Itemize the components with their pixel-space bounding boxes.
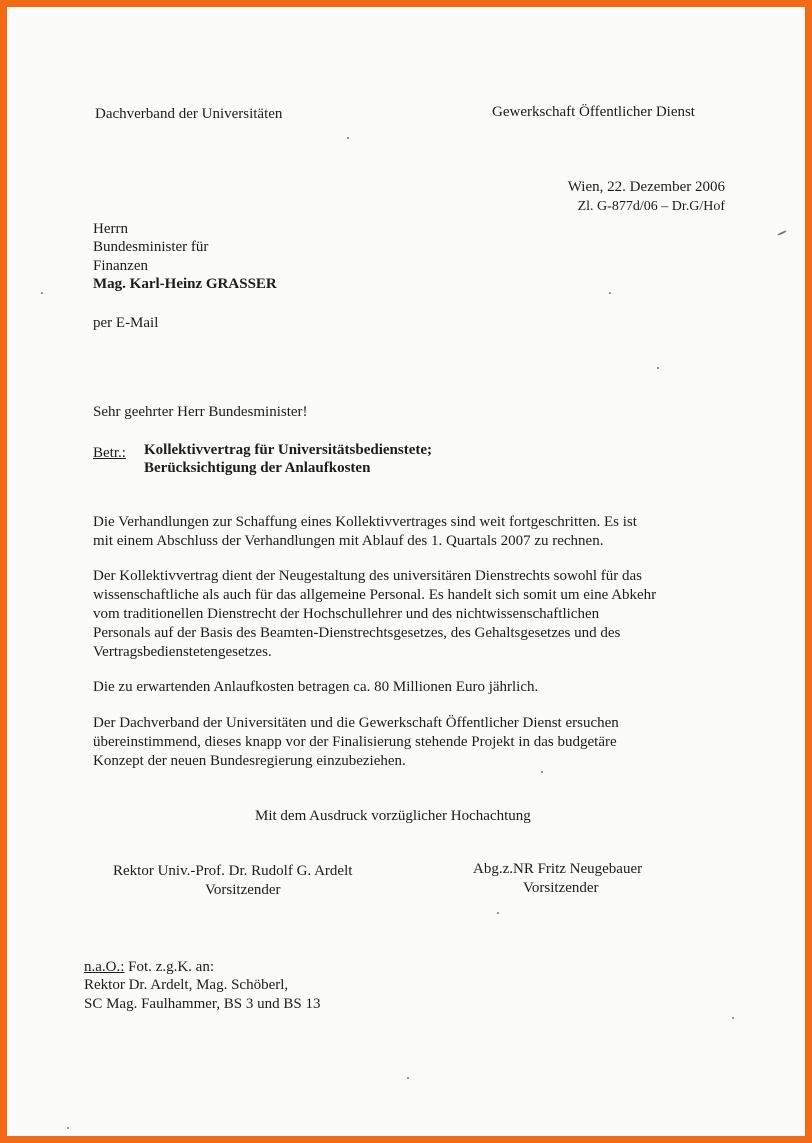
letter-page: [7, 7, 805, 1136]
distribution-line3: SC Mag. Faulhammer, BS 3 und BS 13: [84, 996, 321, 1012]
paragraph-4-line: Der Dachverband der Universitäten und die Gewerkschaft Öffentlicher Dienst ersuchen: [93, 715, 619, 731]
scan-speck: [541, 771, 543, 773]
scan-speck: [777, 230, 787, 236]
scan-speck: [497, 912, 499, 914]
subject-line2: Berücksichtigung der Anlaufkosten: [144, 460, 371, 476]
paragraph-1-line: Die Verhandlungen zur Schaffung eines Kollektivvertrages sind weit fortgeschritten. Es ist: [93, 514, 637, 530]
paragraph-2: [93, 567, 656, 662]
subject-label: Betr.:: [93, 445, 126, 461]
paragraph-2-line: wissenschaftliche als auch für das allgemeine Personal. Es handelt sich somit um eine Abkehr: [93, 587, 657, 603]
scan-speck: [732, 1017, 734, 1019]
signature-right-name: Abg.z.NR Fritz Neugebauer: [473, 861, 643, 877]
signature-right-role: Vorsitzender: [523, 880, 599, 896]
paragraph-4: [93, 714, 619, 771]
letterhead-left-org: Dachverband der Universitäten: [95, 106, 283, 122]
paragraph-2-line: vom traditionellen Dienstrecht der Hochschullehrer und des nichtwissenschaftlichen: [93, 606, 600, 622]
recipient-name: Mag. Karl-Heinz GRASSER: [93, 276, 277, 292]
reference-number: Zl. G-877d/06 – Dr.G/Hof: [577, 199, 725, 214]
paragraph-4-line: übereinstimmend, dieses knapp vor der Finalisierung stehende Projekt in das budgetäre: [93, 734, 617, 750]
scan-speck: [67, 1127, 69, 1129]
distribution-line2: Rektor Dr. Ardelt, Mag. Schöberl,: [84, 977, 289, 993]
paragraph-4-line: Konzept der neuen Bundesregierung einzubeziehen.: [93, 753, 406, 769]
scan-speck: [407, 1077, 409, 1079]
paragraph-1-line: mit einem Abschluss der Verhandlungen mit Ablauf des 1. Quartals 2007 zu rechnen.: [93, 533, 604, 549]
closing-formula: Mit dem Ausdruck vorzüglicher Hochachtung: [255, 808, 531, 824]
recipient-title: Herrn: [93, 221, 128, 237]
paragraph-2-line: Der Kollektivvertrag dient der Neugestaltung des universitären Dienstrechts sowohl für das: [93, 568, 643, 584]
scan-speck: [347, 137, 349, 139]
place-date: Wien, 22. Dezember 2006: [567, 179, 725, 195]
recipient-position-line2: Finanzen: [93, 258, 148, 274]
greeting: Sehr geehrter Herr Bundesminister!: [93, 404, 308, 420]
recipient-position-line1: Bundesminister für: [93, 239, 209, 255]
delivery-method: per E-Mail: [93, 315, 159, 331]
distribution-line1: [84, 958, 214, 977]
scan-speck: [41, 292, 43, 294]
paragraph-3: [93, 678, 538, 697]
subject-line1: Kollektivvertrag für Universitätsbedienstete;: [144, 442, 432, 458]
scan-speck: [657, 367, 659, 369]
signature-left-name: Rektor Univ.-Prof. Dr. Rudolf G. Ardelt: [113, 863, 353, 879]
paragraph-2-line: Vertragsbedienstetengesetzes.: [93, 644, 272, 660]
letterhead-right-org: Gewerkschaft Öffentlicher Dienst: [492, 104, 695, 120]
paragraph-2-line: Personals auf der Basis des Beamten-Dienstrechtsgesetzes, des Gehaltsgesetzes und des: [93, 625, 621, 641]
paragraph-1: [93, 513, 637, 551]
distribution-label: n.a.O.:: [84, 959, 125, 975]
paragraph-3-line: Die zu erwartenden Anlaufkosten betragen ca. 80 Millionen Euro jährlich.: [93, 679, 539, 695]
scan-speck: [609, 292, 611, 294]
distribution-line1-rest: Fot. z.g.K. an:: [124, 959, 214, 975]
signature-left-role: Vorsitzender: [205, 882, 281, 898]
